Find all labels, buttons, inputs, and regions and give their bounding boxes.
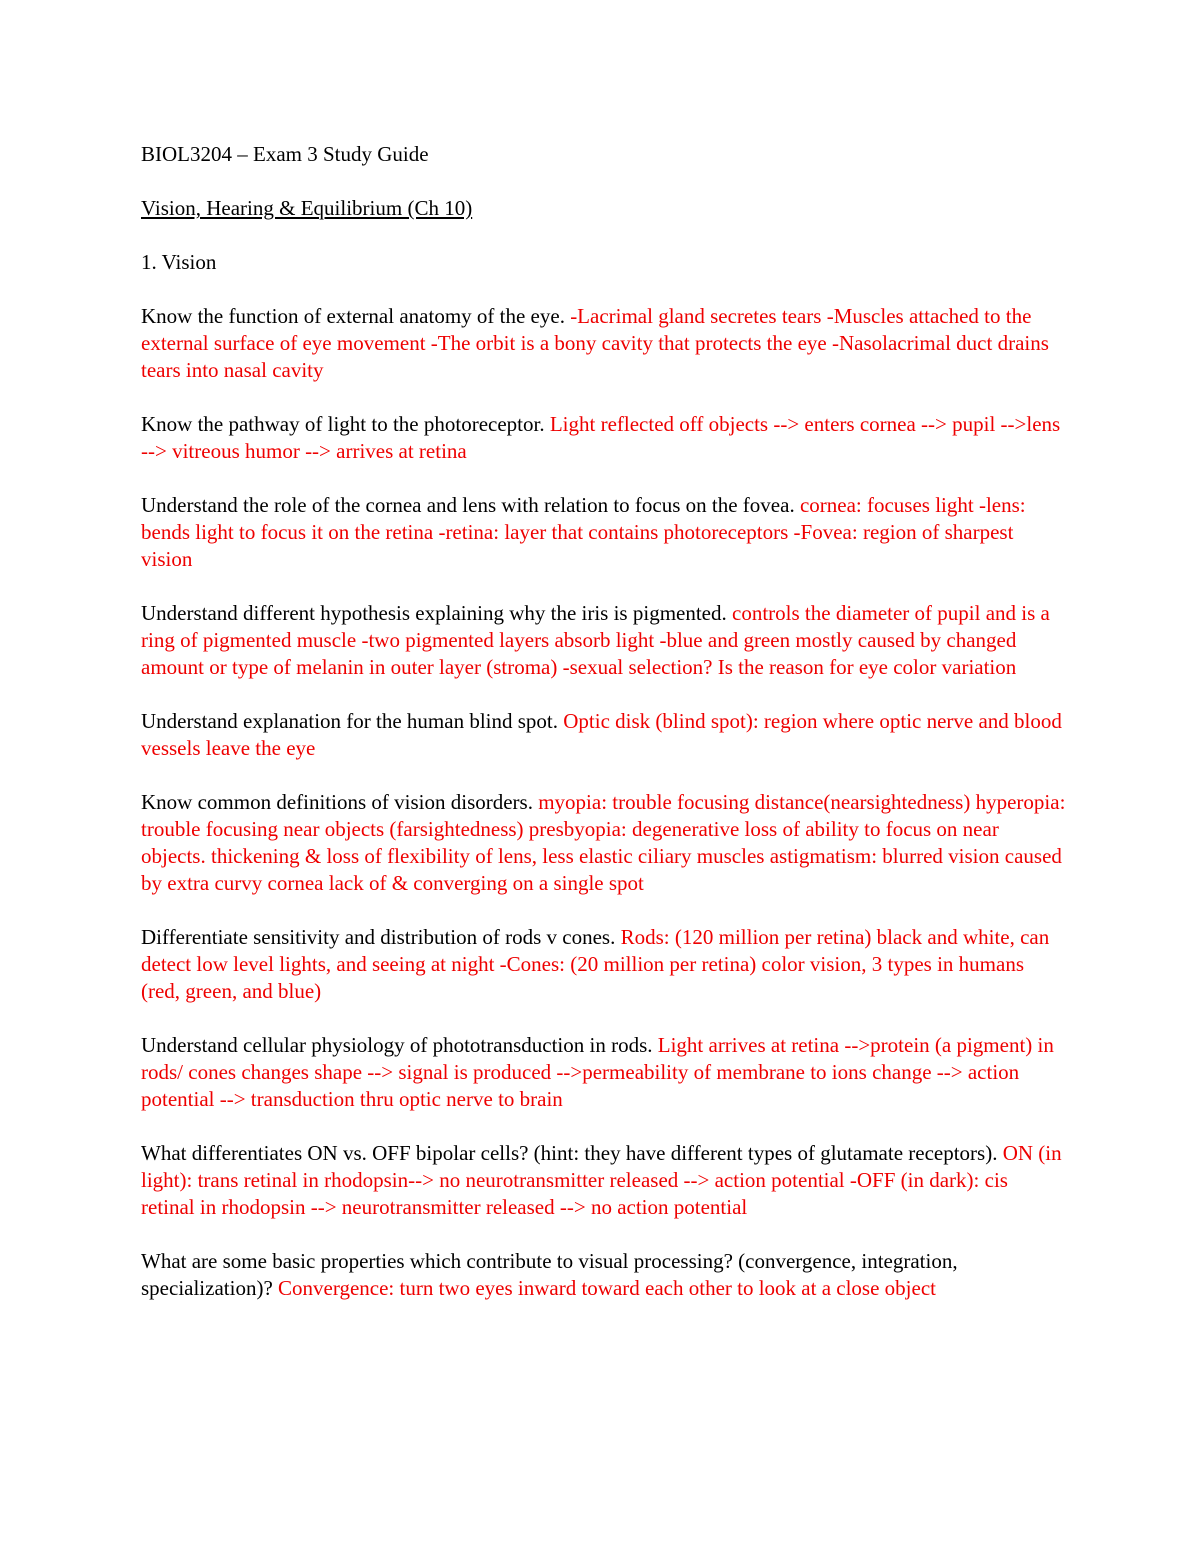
study-item — [141, 789, 1066, 897]
study-answer: -Lacrimal gland secretes tears -Muscles attached to the external surface of eye movement -The orbit is a bony cavity that protects the eye -Nasolacrimal duct drains tears into nasal cavity — [141, 304, 1049, 382]
subsection-heading: 1. Vision — [141, 250, 217, 274]
section-heading — [141, 195, 1066, 222]
study-question: Understand the role of the cornea and lens with relation to focus on the fovea. — [141, 493, 795, 517]
study-question: Know the pathway of light to the photoreceptor. — [141, 412, 545, 436]
study-question: Understand cellular physiology of phototransduction in rods. — [141, 1033, 653, 1057]
study-item — [141, 1248, 1066, 1302]
study-item — [141, 411, 1066, 465]
study-answer: Convergence: turn two eyes inward toward each other to look at a close object — [278, 1276, 936, 1300]
section-heading-text: Vision, Hearing & Equilibrium (Ch 10) — [141, 196, 473, 220]
study-item — [141, 1032, 1066, 1113]
study-answer: Rods: (120 million per retina) black and white, can detect low level lights, and seeing at night -Cones: (20 million per retina) color vision, 3 types in humans (red, green, and blue) — [141, 925, 1050, 1003]
study-answer: Optic disk (blind spot): region where optic nerve and blood vessels leave the eye — [141, 709, 1062, 760]
study-answer: Light reflected off objects --> enters cornea --> pupil -->lens --> vitreous humor --> arrives at retina — [141, 412, 1061, 463]
study-answer: Light arrives at retina -->protein (a pigment) in rods/ cones changes shape --> signal is produced -->permeability of membrane to ions change --> action potential --> transduction thru optic nerve to brain — [141, 1033, 1054, 1111]
study-item — [141, 924, 1066, 1005]
study-item — [141, 492, 1066, 573]
study-item — [141, 708, 1066, 762]
study-question: What differentiates ON vs. OFF bipolar cells? (hint: they have different types of glutamate receptors). — [141, 1141, 998, 1165]
document-body — [141, 141, 1066, 1329]
study-answer: controls the diameter of pupil and is a ring of pigmented muscle -two pigmented layers absorb light -blue and green mostly caused by changed amount or type of melanin in outer layer (stroma) -sexual selection? Is the reason for eye color variation — [141, 601, 1050, 679]
study-item — [141, 600, 1066, 681]
study-question: Know the function of external anatomy of the eye. — [141, 304, 565, 328]
study-question: What are some basic properties which contribute to visual processing? (convergence, integration, specialization)? — [141, 1249, 958, 1300]
study-question: Understand different hypothesis explaining why the iris is pigmented. — [141, 601, 727, 625]
study-answer: ON (in light): trans retinal in rhodopsin--> no neurotransmitter released --> action potential -OFF (in dark): cis retinal in rhodopsin --> neurotransmitter released --> no action potential — [141, 1141, 1062, 1219]
study-answer: myopia: trouble focusing distance(nearsightedness) hyperopia: trouble focusing near objects (farsightedness) presbyopia: degenerative loss of ability to focus on near objects. thickening & loss of flexibility of lens, less elastic ciliary muscles astigmatism: blurred vision caused by extra curvy cornea lack of & converging on a single spot — [141, 790, 1066, 895]
study-question: Differentiate sensitivity and distribution of rods v cones. — [141, 925, 616, 949]
document-title: BIOL3204 – Exam 3 Study Guide — [141, 142, 429, 166]
study-answer: cornea: focuses light -lens: bends light to focus it on the retina -retina: layer that contains photoreceptors -Fovea: region of sharpest vision — [141, 493, 1026, 571]
study-question: Know common definitions of vision disorders. — [141, 790, 533, 814]
study-item — [141, 303, 1066, 384]
study-item — [141, 1140, 1066, 1221]
study-question: Understand explanation for the human blind spot. — [141, 709, 558, 733]
